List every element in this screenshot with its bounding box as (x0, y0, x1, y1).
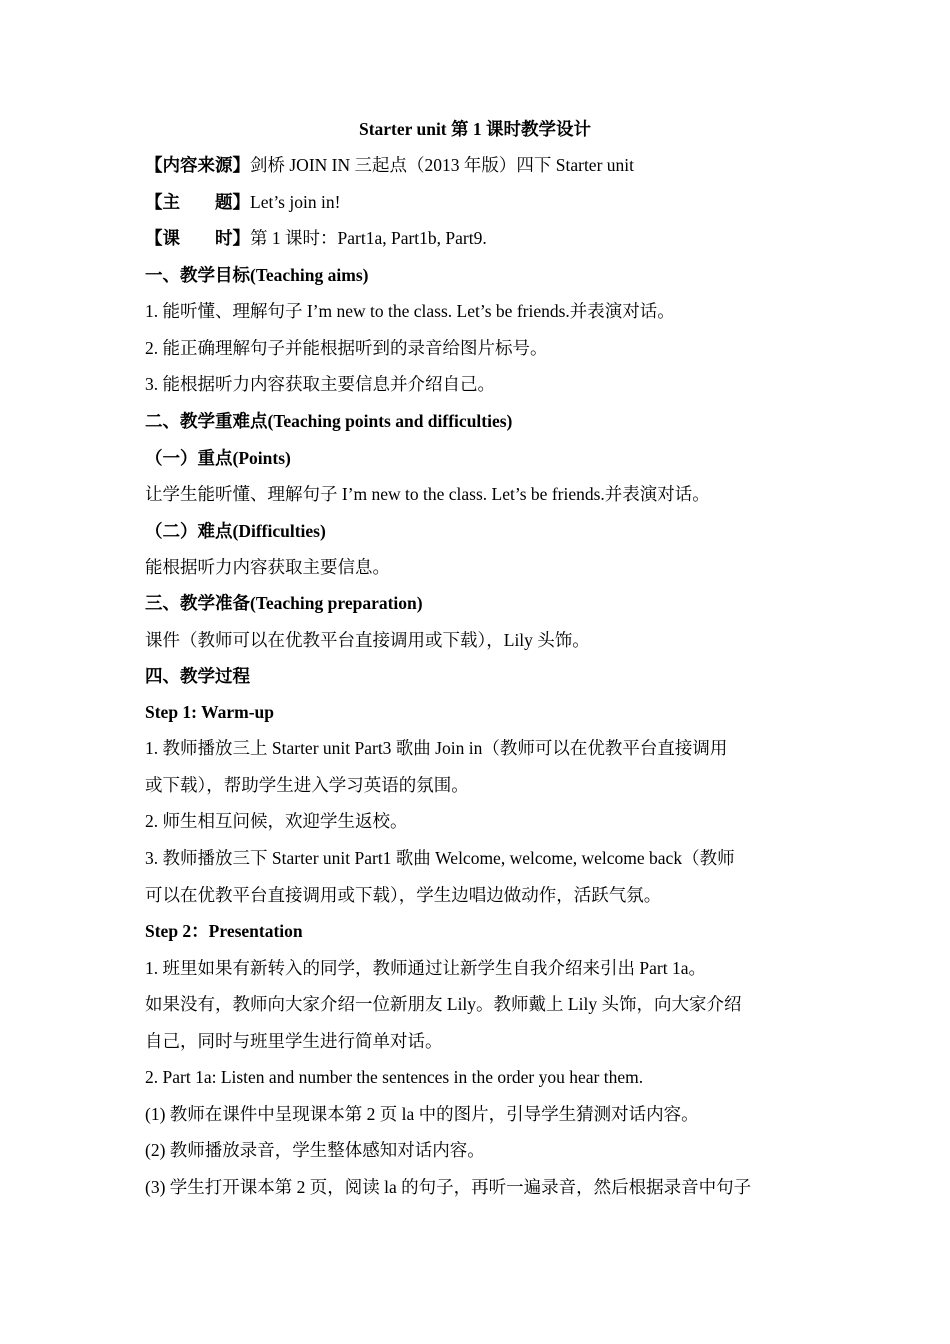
step2-line: (3) 学生打开课本第 2 页，阅读 la 的句子，再听一遍录音，然后根据录音中句子 (145, 1177, 752, 1197)
topic-value: Let’s join in! (250, 192, 341, 212)
meta-source (145, 154, 634, 176)
diff-text: 能根据听力内容获取主要信息。 (145, 557, 390, 577)
key-text: 让学生能听懂、理解句子 I’m new to the class. Let’s be friends.并表演对话。 (145, 484, 710, 504)
step2-line: (2) 教师播放录音，学生整体感知对话内容。 (145, 1140, 485, 1160)
step2-line: 如果没有，教师向大家介绍一位新朋友 Lily。教师戴上 Lily 头饰，向大家介绍 (145, 994, 742, 1014)
prep-heading: 三、教学准备(Teaching preparation) (145, 593, 423, 613)
aim-item: 3. 能根据听力内容获取主要信息并介绍自己。 (145, 374, 495, 394)
meta-period (145, 227, 487, 249)
step1-line: 3. 教师播放三下 Starter unit Part1 歌曲 Welcome, welcome, welcome back（教师 (145, 848, 735, 868)
step2-line: 1. 班里如果有新转入的同学，教师通过让新学生自我介绍来引出 Part 1a。 (145, 958, 706, 978)
period-label: 【课 时】 (145, 228, 250, 248)
step1-line: 1. 教师播放三上 Starter unit Part3 歌曲 Join in（教师可以在优教平台直接调用 (145, 738, 728, 758)
meta-topic (145, 191, 340, 213)
step2-line: 自己，同时与班里学生进行简单对话。 (145, 1031, 443, 1051)
period-value: 第 1 课时：Part1a, Part1b, Part9. (250, 228, 487, 248)
points-heading: 二、教学重难点(Teaching points and difficulties) (145, 411, 513, 431)
step1-line: 可以在优教平台直接调用或下载），学生边唱边做动作，活跃气氛。 (145, 885, 662, 905)
step2-line: (1) 教师在课件中呈现课本第 2 页 la 中的图片，引导学生猜测对话内容。 (145, 1104, 699, 1124)
aim-item: 2. 能正确理解句子并能根据听到的录音给图片标号。 (145, 338, 548, 358)
step1-heading: Step 1: Warm-up (145, 702, 274, 722)
step1-line: 2. 师生相互问候，欢迎学生返校。 (145, 811, 408, 831)
process-heading: 四、教学过程 (145, 666, 250, 686)
step2-heading: Step 2：Presentation (145, 921, 303, 941)
step1-line: 或下载），帮助学生进入学习英语的氛围。 (145, 775, 469, 795)
topic-label: 【主 题】 (145, 192, 250, 212)
step2-line: 2. Part 1a: Listen and number the sentences in the order you hear them. (145, 1067, 644, 1087)
source-value: 剑桥 JOIN IN 三起点（2013 年版）四下 Starter unit (250, 155, 634, 175)
aim-item: 1. 能听懂、理解句子 I’m new to the class. Let’s be friends.并表演对话。 (145, 301, 675, 321)
diff-heading: （二）难点(Difficulties) (145, 521, 326, 541)
prep-text: 课件（教师可以在优教平台直接调用或下载），Lily 头饰。 (145, 630, 590, 650)
key-heading: （一）重点(Points) (145, 448, 291, 468)
source-label: 【内容来源】 (145, 155, 250, 175)
aims-heading: 一、教学目标(Teaching aims) (145, 265, 369, 285)
document-title: Starter unit 第 1 课时教学设计 (358, 119, 592, 139)
